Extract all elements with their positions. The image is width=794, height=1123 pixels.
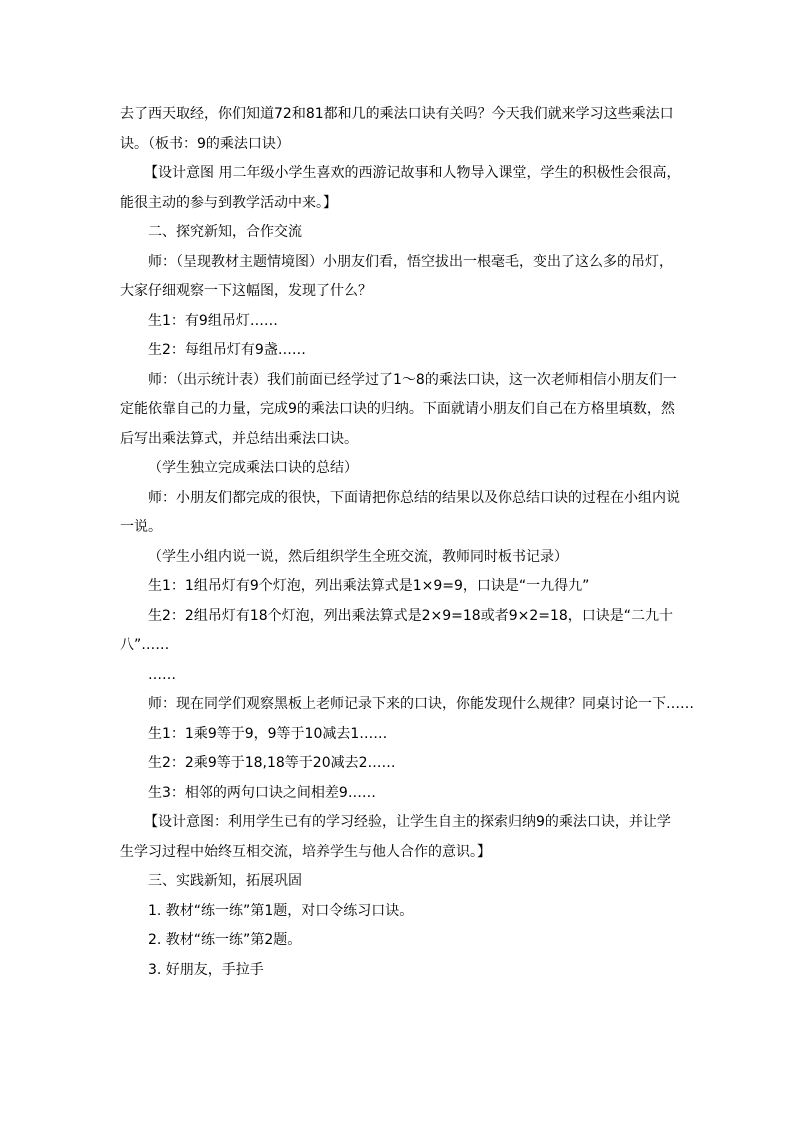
student-2-line: 生2：每组吊灯有9盏……	[148, 342, 306, 358]
document-page	[120, 100, 694, 985]
section-heading-3: 三、实践新知，拓展巩固	[148, 873, 302, 889]
student-2-answer-b: 八”……	[120, 637, 170, 653]
section-heading-2: 二、探究新知，合作交流	[148, 224, 302, 240]
paragraph-intro-line-2: 诀。（板书：9的乘法口诀）	[120, 135, 290, 152]
paragraph-intro-line-1: 去了西天取经，你们知道72和81都和几的乘法口诀有关吗？今天我们就来学习这些乘法口	[120, 106, 674, 122]
ellipsis-line: ……	[148, 666, 176, 683]
exercise-item-2: 2. 教材“练一练”第2题。	[148, 932, 302, 948]
student-1-pattern: 生1：1乘9等于9，9等于10减去1……	[148, 725, 388, 742]
design-intent-1-line-1: 【设计意图 用二年级小学生喜欢的西游记故事和人物导入课堂，学生的积极性会很高，	[144, 165, 681, 181]
student-2-answer-a: 生2：2组吊灯有18个灯泡，列出乘法算式是2×9=18或者9×2=18，口诀是“二九十	[148, 607, 674, 624]
design-intent-2-line-1: 【设计意图：利用学生已有的学习经验，让学生自主的探索归纳9的乘法口诀，并让学	[144, 814, 671, 830]
student-3-pattern: 生3：相邻的两句口诀之间相差9……	[148, 784, 376, 801]
teacher-line-2a: 师：（出示统计表）我们前面已经学过了1～8的乘法口诀，这一次老师相信小朋友们一	[148, 371, 677, 388]
design-intent-2-line-2: 生学习过程中始终互相交流，培养学生与他人合作的意识。】	[120, 843, 491, 860]
student-1-answer: 生1：1组吊灯有9个灯泡，列出乘法算式是1×9=9，口诀是“一九得九”	[148, 578, 590, 594]
stage-direction-1: （学生独立完成乘法口诀的总结）	[148, 460, 358, 476]
stage-direction-2: （学生小组内说一说，然后组织学生全班交流，教师同时板书记录）	[148, 548, 568, 565]
design-intent-1-line-2: 能很主动的参与到教学活动中来。】	[120, 194, 337, 211]
teacher-line-1b: 大家仔细观察一下这幅图，发现了什么？	[120, 283, 372, 299]
teacher-line-1a: 师：（呈现教材主题情境图）小朋友们看，悟空拔出一根毫毛，变出了这么多的吊灯，	[148, 253, 673, 270]
teacher-line-2b: 定能依靠自己的力量，完成9的乘法口诀的归纳。下面就请小朋友们自己在方格里填数，然	[120, 401, 675, 417]
teacher-line-4: 师：现在同学们观察黑板上老师记录下来的口诀，你能发现什么规律？同桌讨论一下……	[148, 696, 694, 712]
student-2-pattern: 生2：2乘9等于18,18等于20减去2……	[148, 755, 396, 771]
student-1-line: 生1：有9组吊灯……	[148, 312, 278, 329]
exercise-item-1: 1. 教材“练一练”第1题，对口令练习口诀。	[148, 902, 414, 919]
exercise-item-3: 3. 好朋友，手拉手	[148, 961, 264, 978]
teacher-line-2c: 后写出乘法算式，并总结出乘法口诀。	[120, 430, 358, 447]
teacher-line-3b: 一说。	[120, 519, 162, 535]
teacher-line-3a: 师：小朋友们都完成的很快，下面请把你总结的结果以及你总结口诀的过程在小组内说	[148, 489, 680, 506]
